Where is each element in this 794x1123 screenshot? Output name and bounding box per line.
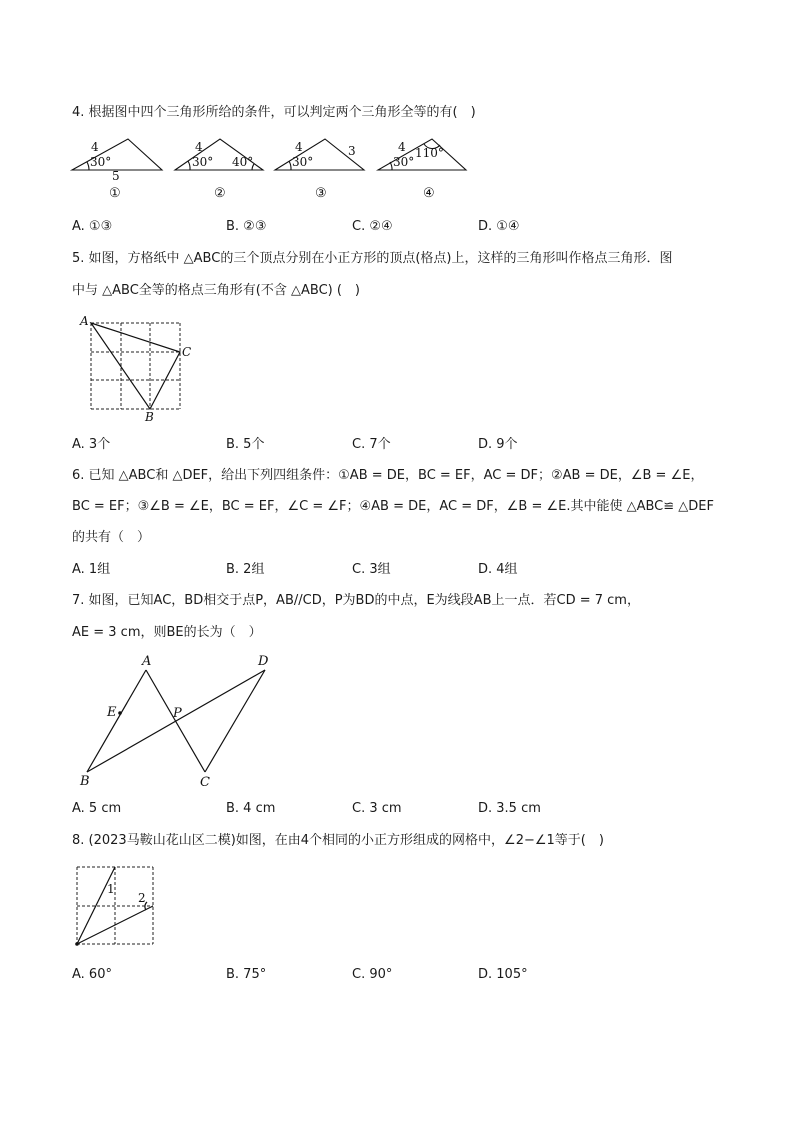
question-4-text: 4. 根据图中四个三角形所给的条件，可以判定两个三角形全等的有( ): [72, 105, 476, 120]
question-6-line-1: 6. 已知 △ABC和 △DEF，给出下列四组条件：①AB = DE，BC = EF，AC = DF；②AB = DE，∠B = ∠E，: [72, 468, 704, 483]
t3-side-3: 3: [348, 144, 356, 158]
t4-number: ④: [423, 186, 435, 201]
q6-option-d[interactable]: D. 4组: [478, 562, 518, 577]
q4-option-b[interactable]: B. ②③: [226, 219, 267, 234]
q8-option-b[interactable]: B. 75°: [226, 967, 267, 982]
q8-angle-1-label: 1: [107, 882, 115, 896]
q7-label-b: B: [80, 774, 90, 789]
q8-angle-2-label: 2: [138, 891, 146, 905]
question-5-line-2: 中与 △ABC全等的格点三角形有(不含 △ABC) ( ): [72, 283, 360, 298]
t1-side-5: 5: [112, 169, 120, 183]
q6-option-c[interactable]: C. 3组: [352, 562, 391, 577]
t3-angle-30: 30°: [292, 155, 314, 169]
t4-angle-30: 30°: [393, 155, 415, 169]
t2-angle-40: 40°: [232, 155, 254, 169]
t3-side-4: 4: [295, 140, 303, 154]
q5-option-d[interactable]: D. 9个: [478, 437, 518, 452]
question-6-line-3: 的共有（ ）: [72, 530, 151, 545]
q5-label-b: B: [145, 410, 154, 424]
q5-option-b[interactable]: B. 5个: [226, 437, 265, 452]
t4-side-4: 4: [398, 140, 406, 154]
t2-number: ②: [214, 186, 226, 201]
q5-label-a: A: [80, 314, 89, 328]
t4-angle-110: 110°: [415, 146, 444, 160]
q7-option-a[interactable]: A. 5 cm: [72, 801, 122, 816]
q6-option-a[interactable]: A. 1组: [72, 562, 111, 577]
q8-option-d[interactable]: D. 105°: [478, 967, 528, 982]
q7-label-a: A: [142, 654, 152, 669]
q7-option-b[interactable]: B. 4 cm: [226, 801, 276, 816]
t1-number: ①: [109, 186, 121, 201]
q6-option-b[interactable]: B. 2组: [226, 562, 265, 577]
q4-option-a[interactable]: A. ①③: [72, 219, 113, 234]
q7-label-e: E: [107, 705, 117, 720]
q8-option-c[interactable]: C. 90°: [352, 967, 393, 982]
q5-option-a[interactable]: A. 3个: [72, 437, 111, 452]
question-7-line-2: AE = 3 cm，则BE的长为（ ）: [72, 625, 262, 640]
q7-option-c[interactable]: C. 3 cm: [352, 801, 402, 816]
question-6-line-2: BC = EF；③∠B = ∠E，BC = EF，∠C = ∠F；④AB = DE，AC = DF，∠B = ∠E.其中能使 △ABC≌ △DEF: [72, 499, 714, 514]
t2-angle-30: 30°: [192, 155, 214, 169]
q7-option-d[interactable]: D. 3.5 cm: [478, 801, 541, 816]
q8-option-a[interactable]: A. 60°: [72, 967, 112, 982]
q5-label-c: C: [182, 345, 192, 359]
q7-label-c: C: [200, 775, 210, 790]
t3-number: ③: [315, 186, 327, 201]
t1-side-4: 4: [91, 140, 99, 154]
t1-angle-30: 30°: [90, 155, 112, 169]
q5-option-c[interactable]: C. 7个: [352, 437, 391, 452]
q4-option-d[interactable]: D. ①④: [478, 219, 520, 234]
t2-side-4: 4: [195, 140, 203, 154]
q4-option-c[interactable]: C. ②④: [352, 219, 393, 234]
question-7-line-1: 7. 如图，已知AC，BD相交于点P，AB//CD，P为BD的中点，E为线段AB上一点．若CD = 7 cm，: [72, 593, 640, 608]
question-5-line-1: 5. 如图，方格纸中 △ABC的三个顶点分别在小正方形的顶点(格点)上，这样的三角形叫作格点三角形．图: [72, 251, 673, 266]
question-8-text: 8. (2023马鞍山花山区二模)如图，在由4个相同的小正方形组成的网格中，∠2−∠1等于( ): [72, 833, 604, 848]
q7-label-d: D: [258, 654, 269, 669]
q7-label-p: P: [173, 706, 182, 721]
